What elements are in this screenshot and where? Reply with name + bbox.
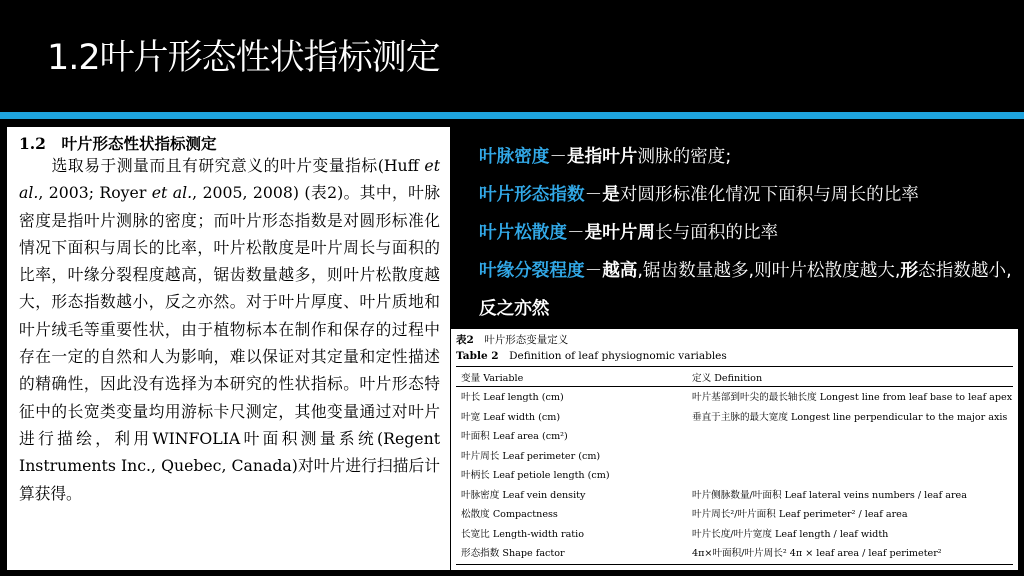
table-header-definition: 定义 Definition (692, 373, 763, 384)
definition-sep: － (549, 147, 567, 167)
body-etal-2: et al. (151, 183, 193, 203)
definition-rest-2: 态指数越小, (918, 261, 1012, 281)
table-bottom-rule (456, 564, 1013, 565)
table-cell-variable: 叶面积 Leaf area (cm²) (461, 431, 568, 442)
table-top-rule (456, 366, 1013, 367)
definition-sep: － (584, 261, 603, 281)
definition-strong: 是 (602, 185, 620, 205)
table-cell-variable: 长宽比 Length-width ratio (461, 528, 584, 540)
table-cell-definition: 叶片长度/叶片宽度 Leaf length / leaf width (692, 528, 889, 540)
definition-shape-index (479, 176, 1019, 214)
definition-strong-2: 形 (900, 261, 919, 281)
definition-strong-3: 反之亦然 (479, 299, 550, 319)
table-caption-en (456, 348, 727, 363)
table-caption-en-text: Definition of leaf physiognomic variables (498, 350, 727, 362)
table-cell-definition: 垂直于主脉的最大宽度 Longest line perpendicular to the major axis (692, 411, 1008, 423)
body-intro: 选取易于测量而且有研究意义的叶片变量指标(Huff (19, 156, 425, 175)
body-mid: , 2003; Royer (38, 183, 152, 203)
table-caption-cn-label: 表2 (456, 334, 474, 346)
definition-term: 叶片形态指数 (479, 185, 585, 205)
definition-term: 叶缘分裂程度 (479, 261, 585, 281)
slide-title: 1.2叶片形态性状指标测定 (47, 38, 440, 78)
body-rest: , 2005, 2008) (表2)。其中，叶脉密度是指叶片测脉的密度；而叶片形态指数是对圆形标准化情况下面积与周长的比率，叶片松散度是叶片周长与面积的比率，叶缘分裂程度越高，锯齿数量越多，则叶片松散度越大，形态指数越小，反之亦然。对于叶片厚度、叶片质地和叶片绒毛等重要性状，由于植物标本在制作和保存的过程中存在一定的自然和人为影响，难以保证对其定量和定性描述的精确性，因此没有选择为本研究的性状指标。叶片形态特征中的长宽类变量均用游标卡尺测定，其他变量通过对叶片进行描绘，利用WINFOLIA叶面积测量系统(Regent Instruments Inc., Quebec, Canada)对叶片进行扫描后计算获得。 (19, 183, 441, 503)
definition-strong: 是指叶片 (567, 147, 638, 167)
table-caption-en-label: Table 2 (456, 350, 499, 362)
table-cell-variable: 叶片周长 Leaf perimeter (cm) (461, 450, 601, 462)
table-cell-variable: 叶长 Leaf length (cm) (461, 392, 564, 403)
table-cell-variable: 形态指数 Shape factor (461, 548, 565, 559)
definition-sep: － (584, 185, 603, 205)
body-etal-1: et al. (19, 156, 440, 203)
definition-rest: 对圆形标准化情况下面积与周长的比率 (619, 185, 919, 205)
definition-vein-density (479, 138, 1019, 176)
table-cell-variable: 叶柄长 Leaf petiole length (cm) (461, 470, 610, 481)
title-accent-bar (0, 112, 1024, 119)
section-heading: 1.2 叶片形态性状指标测定 (19, 134, 217, 153)
table-cell-definition: 叶片周长²/叶片面积 Leaf perimeter² / leaf area (692, 509, 908, 520)
table-cell-definition: 叶片基部到叶尖的最长轴长度 Longest line from leaf base to leaf apex (692, 392, 1013, 403)
definition-compactness (479, 214, 1019, 252)
variable-definition-table (451, 329, 1018, 570)
table-cell-definition: 4π×叶面积/叶片周长² 4π × leaf area / leaf perimeter² (692, 548, 942, 559)
definition-strong: 越高 (602, 261, 638, 281)
definition-rest: 测脉的密度; (637, 147, 732, 167)
definition-term: 叶片松散度 (479, 223, 567, 243)
table-cell-variable: 松散度 Compactness (461, 509, 558, 520)
definition-term: 叶脉密度 (479, 147, 550, 167)
table-cell-variable: 叶宽 Leaf width (cm) (461, 411, 561, 423)
table-caption-cn (456, 332, 568, 347)
table-cell-variable: 叶脉密度 Leaf vein density (461, 489, 586, 501)
paper-excerpt-image (7, 127, 450, 570)
definitions-list (479, 138, 1019, 328)
definition-rest: ,锯齿数量越多,则叶片松散度越大, (637, 261, 901, 281)
definition-strong: 是叶片周 (584, 223, 655, 243)
table-header-rule (456, 386, 1013, 387)
definition-rest: 长与面积的比率 (654, 223, 779, 243)
table-caption-cn-text: 叶片形态变量定义 (473, 334, 569, 346)
definition-sep: － (566, 223, 585, 243)
definition-margin-division (479, 252, 1019, 328)
section-body (19, 152, 440, 507)
table-cell-definition: 叶片侧脉数量/叶面积 Leaf lateral veins numbers / leaf area (692, 489, 967, 501)
table-header-variable: 变量 Variable (461, 373, 524, 384)
